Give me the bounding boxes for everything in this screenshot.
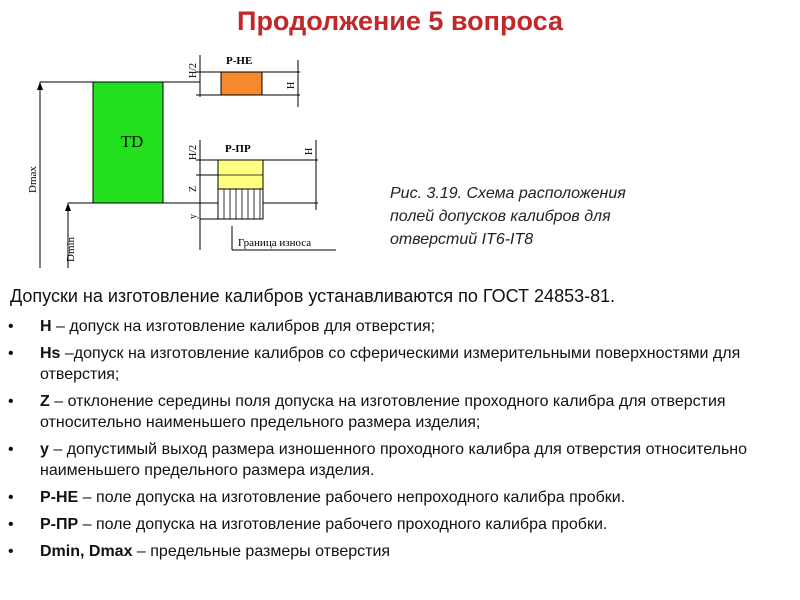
bullet-icon: • — [8, 489, 14, 506]
r-pr-field — [218, 160, 263, 189]
caption-line: отверстий IT6-IT8 — [390, 231, 534, 248]
item-text: –допуск на изготовление калибров со сферическими измерительными поверхностями для отверстия; — [40, 345, 741, 383]
list-item — [8, 391, 793, 433]
list-item — [8, 343, 793, 385]
wear-field — [218, 189, 263, 219]
dmax-label: Dmax — [27, 166, 39, 193]
list-item — [8, 487, 793, 508]
bullet-icon: • — [8, 543, 14, 560]
item-text: – поле допуска на изготовление рабочего проходного калибра пробки. — [78, 516, 608, 533]
td-label: TD — [120, 132, 144, 151]
figure-caption — [390, 182, 710, 251]
dmax-arrow-icon — [37, 82, 43, 90]
h-half-mid-label: H/2 — [188, 145, 199, 160]
definitions-list — [8, 316, 793, 568]
caption-line: полей допусков калибров для — [390, 208, 611, 225]
bullet-icon: • — [8, 393, 14, 410]
bullet-icon: • — [8, 516, 14, 533]
list-item — [8, 514, 793, 535]
item-text: – поле допуска на изготовление рабочего непроходного калибра пробки. — [78, 489, 626, 506]
r-ne-field — [221, 72, 262, 95]
slide-title: Продолжение 5 вопроса — [237, 6, 563, 36]
item-term: Н — [40, 318, 52, 335]
dmin-arrow-icon — [65, 203, 71, 211]
item-term: у — [40, 441, 49, 458]
wear-limit-label: Граница износа — [238, 237, 312, 249]
item-term: Hs — [40, 345, 61, 362]
h-mid-label: H — [304, 147, 315, 155]
bullet-icon: • — [8, 318, 14, 335]
item-term: Z — [40, 393, 50, 410]
item-text: – допуск на изготовление калибров для отверстия; — [51, 318, 436, 335]
item-text: – отклонение середины поля допуска на изготовление проходного калибра для отверстия относительно наименьшего предельного размера изделия; — [40, 393, 726, 431]
r-pr-label: Р-ПР — [225, 143, 251, 155]
h-top-label: H — [286, 81, 297, 89]
item-term: Р-НЕ — [40, 489, 79, 506]
item-text: – допустимый выход размера изношенного проходного калибра для отверстия относительно наименьшего предельного размера изделия. — [40, 441, 748, 479]
list-item — [8, 541, 793, 562]
list-item — [8, 439, 793, 481]
bullet-icon: • — [8, 345, 14, 362]
item-term: Р-ПР — [40, 516, 79, 533]
z-label: Z — [188, 185, 199, 192]
caption-line: Рис. 3.19. Схема расположения — [390, 185, 626, 202]
y-label: y — [188, 214, 199, 219]
r-ne-label: Р-НЕ — [226, 55, 253, 67]
dmin-label: Dmin — [65, 236, 77, 262]
bullet-icon: • — [8, 441, 14, 458]
intro-text: Допуски на изготовление калибров устанавливаются по ГОСТ 24853-81. — [10, 286, 616, 306]
list-item — [8, 316, 793, 337]
item-term: Dmin, Dmax — [40, 543, 133, 560]
h-half-top-label: H/2 — [188, 63, 199, 78]
item-text: – предельные размеры отверстия — [132, 543, 391, 560]
